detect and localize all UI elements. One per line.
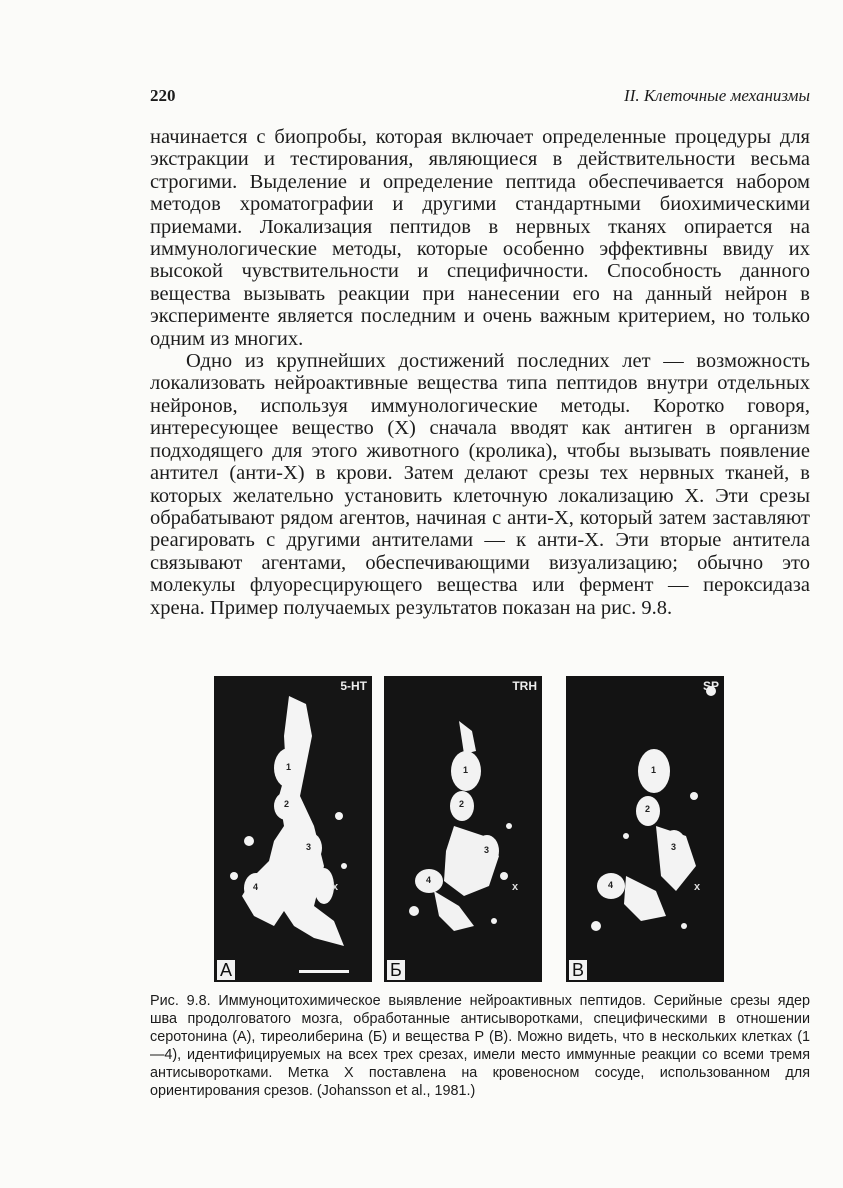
paragraph-2: Одно из крупнейших достижений последних лет — возможность локализовать нейроактивные вещества типа пептидов внутри отдельных нейронов, используя иммунологические методы. Коротко говоря, интересующее вещество (X) сначала вводят как антиген в организм подходящего для этого животного (кролика), чтобы вызывать появление антител (анти-Х) в крови. Затем делают срезы тех нервных тканей, в которых желательно установить клеточную локализацию X. Эти срезы обрабатывают рядом агентов, начиная с анти-Х, который затем заставляют реагировать с другими антителами — к анти-Х. Эти вторые антитела связывают агентами, обеспечивающими визуализацию; обычно это молекулы флуоресцирующего вещества или фермент — пероксидаза хрена. Пример получаемых результатов показан на рис. 9.8. [150, 350, 810, 619]
panel-c-cell-3: 3 [671, 842, 677, 852]
panel-a-cell-1: 1 [286, 762, 292, 772]
panel-a-cell-2: 2 [284, 799, 290, 809]
page-number: 220 [150, 86, 176, 105]
panel-b-cell-1: 1 [463, 765, 469, 775]
paragraph-1: начинается с биопробы, которая включает определенные процедуры для экстракции и тестирования, являющиеся в действительности весьма строгими. Выделение и определение пептида обеспечивается набором методов хроматографии и другими стандартными биохимическими приемами. Локализация пептидов в нервных тканях опирается на иммунологические методы, которые особенно эффективны ввиду их высокой чувствительности и специфичности. Способность данного вещества вызывать реакции при нанесении его на данный нейрон в эксперименте является последним и очень важным критерием, но только одним из многих. [150, 126, 810, 350]
figure-panel-c [566, 676, 724, 982]
panel-c-x-mark: x [694, 881, 701, 893]
panel-b-x-mark: x [512, 881, 519, 893]
panel-a-x-mark: x [332, 881, 339, 893]
figure-caption: Рис. 9.8. Иммуноцитохимическое выявление нейроактивных пептидов. Серийные срезы ядер шва продолговатого мозга, обработанные антисыворотками, специфическими в отношении серотонина (А), тиреолиберина (Б) и вещества Р (В). Можно видеть, что в нескольких клетках (1—4), идентифицируемых на всех трех срезах, имели место иммунные реакции со всеми тремя антисыворотками. Метка X поставлена на кровеносном сосуде, использованном для ориентирования срезов. (Johansson et al., 1981.) [150, 993, 810, 1099]
panel-b-cell-2: 2 [459, 799, 465, 809]
panel-b-tag: TRH [512, 679, 537, 693]
micrograph-c-image [566, 676, 724, 982]
body-text [150, 126, 810, 619]
page-header [150, 86, 810, 110]
panel-a-cell-3: 3 [306, 842, 312, 852]
figure-panel-b [384, 676, 542, 982]
panel-c-tag: SP [702, 679, 719, 693]
panel-a-cell-4: 4 [253, 882, 259, 892]
panel-b-letter: Б [387, 960, 405, 980]
panel-c-cell-2: 2 [645, 804, 651, 814]
figure-9-8 [214, 676, 726, 982]
panel-c-cell-1: 1 [651, 765, 657, 775]
figure-panel-a [214, 676, 372, 982]
panel-b-cell-4: 4 [426, 875, 432, 885]
panel-a-tag: 5-HT [340, 679, 367, 693]
micrograph-a-image [214, 676, 372, 982]
micrograph-b-image [384, 676, 542, 982]
running-title: II. Клеточные механизмы [624, 86, 810, 105]
panel-c-letter: В [569, 960, 587, 980]
panel-c-cell-4: 4 [608, 880, 614, 890]
panel-a-letter: А [217, 960, 235, 980]
panel-b-cell-3: 3 [484, 845, 490, 855]
